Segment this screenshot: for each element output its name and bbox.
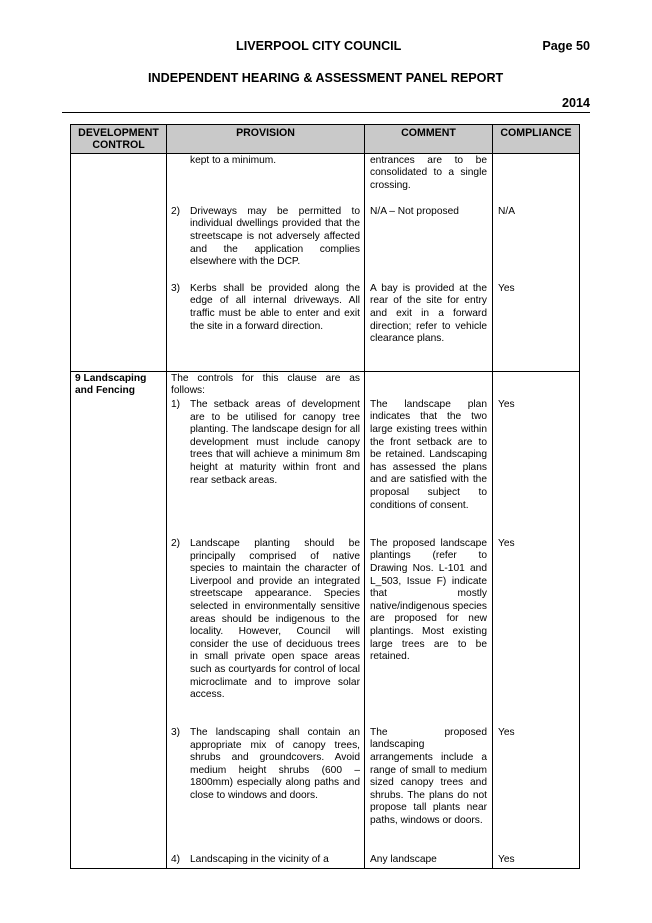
compliance-text: Yes [498, 853, 515, 865]
provision-text: The setback areas of development are to be utilised for canopy tree planting. The landscape design for all development must include canopy trees that will achieve a minimum 8m height at maturity within front and rear setback areas. [190, 399, 360, 486]
comment-text: entrances are to be consolidated to a single crossing. [370, 154, 487, 191]
compliance-cell [493, 371, 580, 868]
comment-text: A bay is provided at the rear of the site for entry and exit in a forward direction; refer to vehicle clearance plans. [370, 282, 487, 345]
comment-text: N/A – Not proposed [370, 205, 459, 217]
provision-text: kept to a minimum. [190, 154, 277, 166]
provision-text: Driveways may be permitted to individual dwellings provided that the streetscape is not adversely affected and the application complies elsewhere with the DCP. [190, 205, 360, 268]
compliance-text [493, 154, 579, 205]
compliance-text: Yes [498, 537, 515, 549]
report-year: 2014 [561, 96, 590, 110]
table-row [71, 371, 580, 868]
provision-text: Kerbs shall be provided along the edge of all internal driveways. All traffic must be able to enter and exit the site in a forward direction. [190, 282, 360, 332]
table-row [71, 153, 580, 371]
compliance-text: Yes [498, 398, 515, 410]
page-number: Page 50 [542, 39, 590, 53]
provision-intro: The controls for this clause are as follows: [171, 372, 360, 397]
provision-text: Landscape planting should be principally comprised of native species to maintain the character of Liverpool and provide an integrated streetscape appearance. Species selected in environmentally sensitive areas should be indigenous to the locality. However, Council will consider the use of deciduous trees in small private open space areas such as courtyards for control of local microclimate and to improve solar access. [190, 538, 360, 701]
column-header: PROVISION [167, 125, 365, 154]
item-number: 2) [171, 538, 181, 549]
column-header: DEVELOPMENT CONTROL [71, 125, 167, 154]
control-cell: 9 Landscaping and Fencing [71, 371, 167, 868]
item-number: 2) [171, 205, 181, 217]
provision-cell [167, 371, 365, 868]
comment-text: Any landscape [370, 853, 437, 865]
control-cell [71, 153, 167, 371]
compliance-cell [493, 153, 580, 371]
item-number: 1) [171, 399, 181, 410]
table-header-row [71, 125, 580, 154]
compliance-text: N/A [498, 205, 515, 217]
item-number: 3) [171, 282, 181, 294]
provision-text: Landscaping in the vicinity of a [190, 854, 329, 865]
comment-cell [365, 371, 493, 868]
provision-cell [167, 153, 365, 371]
comment-text: The proposed landscape plantings (refer to Drawing Nos. L-101 and L_503, Issue F) indicate that mostly native/indigenous species are proposed for new plantings. Most existing large trees are to be retained. [370, 537, 487, 663]
assessment-table [70, 124, 580, 869]
column-header: COMPLIANCE [493, 125, 580, 154]
council-name: LIVERPOOL CITY COUNCIL [236, 39, 402, 53]
provision-text: The landscaping shall contain an appropriate mix of canopy trees, shrubs and groundcovers. Avoid medium height shrubs (600 – 1800mm) especially along paths and close to windows and doors. [190, 727, 360, 801]
item-number: 4) [171, 854, 181, 865]
comment-cell [365, 153, 493, 371]
report-title: INDEPENDENT HEARING & ASSESSMENT PANEL REPORT [148, 71, 504, 85]
comment-text: The landscape plan indicates that the two large existing trees within the front setback are to be retained. Landscaping has assessed the plans and are satisfied with the proposal subject to conditions of consent. [370, 398, 487, 511]
item-number: 3) [171, 727, 181, 738]
column-header: COMMENT [365, 125, 493, 154]
comment-text: The proposed landscaping arrangements include a range of small to medium sized canopy trees and shrubs. The plans do not propose tall plants near paths, windows or doors. [370, 726, 487, 826]
compliance-text: Yes [498, 726, 515, 738]
compliance-text: Yes [498, 282, 515, 294]
header-divider [62, 112, 590, 113]
